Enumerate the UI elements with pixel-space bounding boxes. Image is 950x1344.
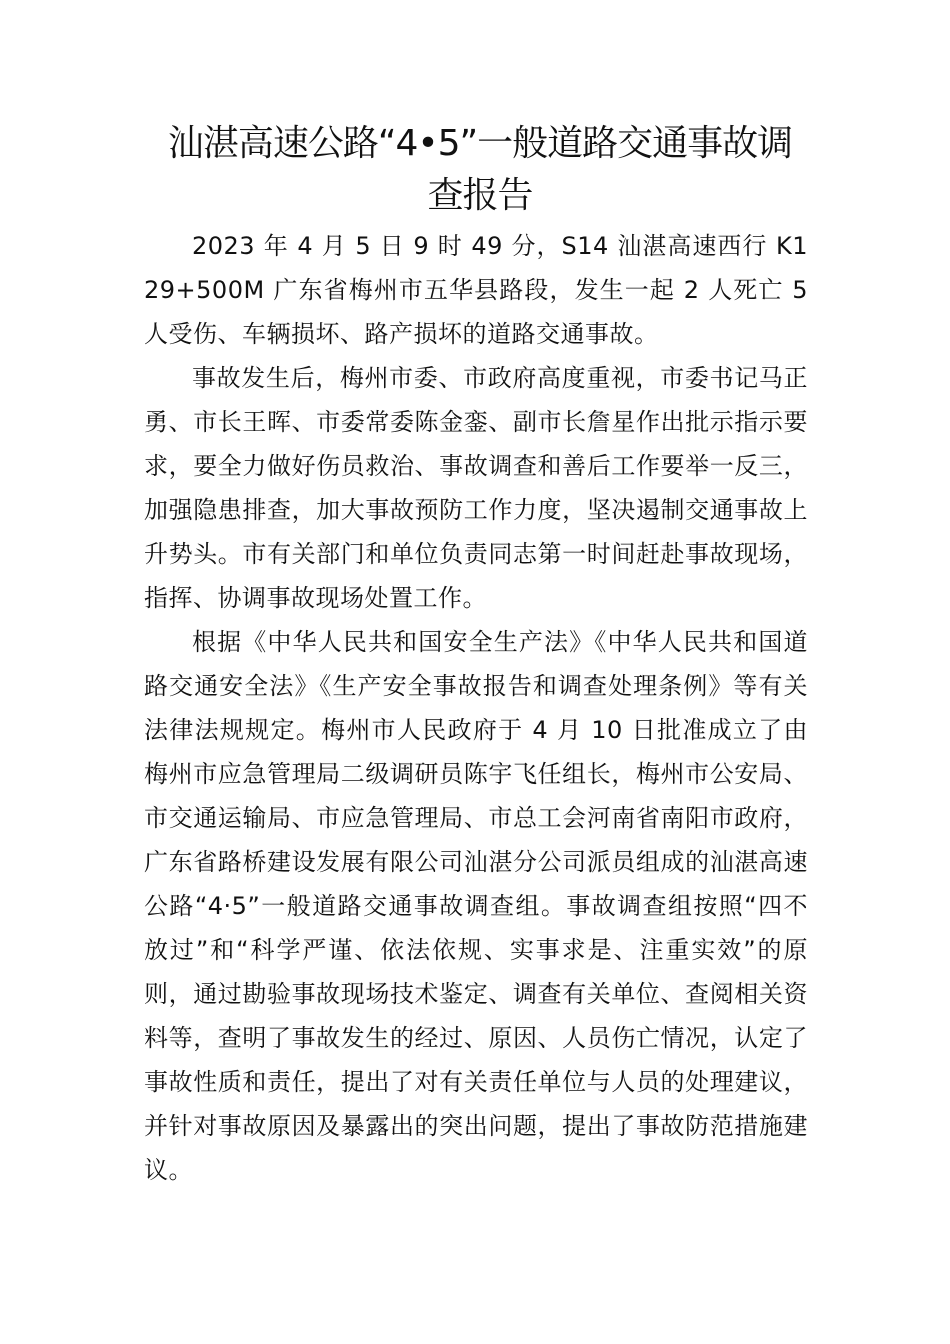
- paragraph-response: 事故发生后，梅州市委、市政府高度重视，市委书记马正勇、市长王晖、市委常委陈金銮、副市长詹星作出批示指示要求，要全力做好伤员救治、事故调查和善后工作要举一反三，加强隐患排查，加大事故预防工作力度，坚决遏制交通事故上升势头。市有关部门和单位负责同志第一时间赶赴事故现场，指挥、协调事故现场处置工作。: [144, 364, 808, 612]
- paragraph-investigation: 根据《中华人民共和国安全生产法》《中华人民共和国道路交通安全法》《生产安全事故报告和调查处理条例》等有关法律法规规定。梅州市人民政府于 4 月 10 日批准成立了由梅州市应急管理局二级调研员陈宇飞任组长，梅州市公安局、市交通运输局、市应急管理局、市总工会河南省南阳市政府，广东省路桥建设发展有限公司汕湛分公司派员组成的汕湛高速公路“4·5”一般道路交通事故调查组。事故调查组按照“四不放过”和“科学严谨、依法依规、实事求是、注重实效”的原则，通过勘验事故现场技术鉴定、调查有关单位、查阅相关资料等，查明了事故发生的经过、原因、人员伤亡情况，认定了事故性质和责任，提出了对有关责任单位与人员的处理建议，并针对事故原因及暴露出的突出问题，提出了事故防范措施建议。: [144, 628, 808, 1184]
- paragraph-accident-summary: 2023 年 4 月 5 日 9 时 49 分，S14 汕湛高速西行 K129+500M 广东省梅州市五华县路段，发生一起 2 人死亡 5 人受伤、车辆损坏、路产损坏的道路交通事故。: [144, 232, 808, 348]
- document-body: [144, 224, 808, 1192]
- document-title: [150, 118, 810, 222]
- title-line-2: 查报告: [427, 175, 533, 216]
- title-line-1: 汕湛高速公路“4•5”一般道路交通事故调: [167, 123, 793, 164]
